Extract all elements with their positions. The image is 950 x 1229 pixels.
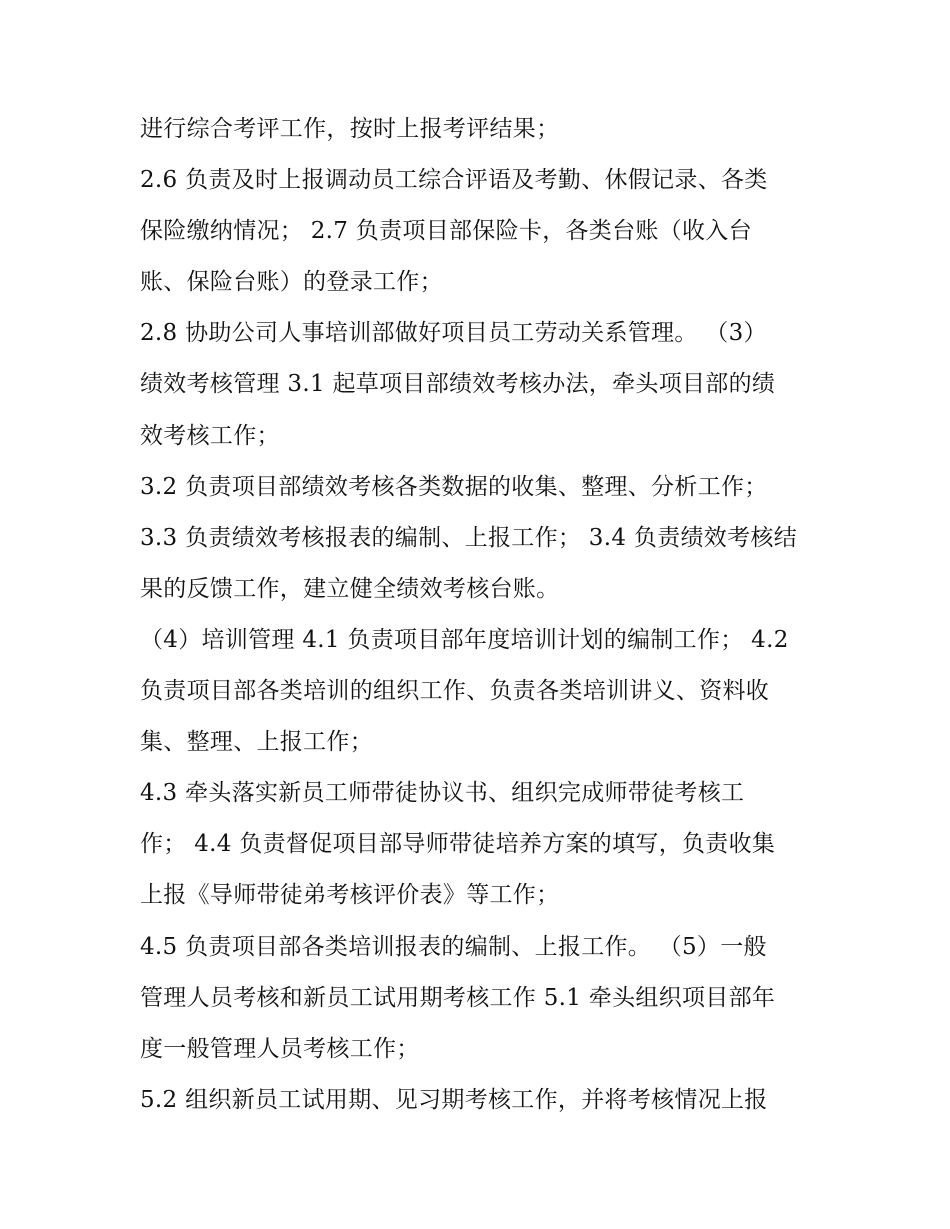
text-line: 作； 4.4 负责督促项目部导师带徒培养方案的填写，负责收集 <box>140 831 776 858</box>
text-line: 3.2 负责项目部绩效考核各类数据的收集、整理、分析工作； <box>140 473 768 500</box>
text-line: 保险缴纳情况； 2.7 负责项目部保险卡，各类台账（收入台 <box>140 218 752 245</box>
text-line: 负责项目部各类培训的组织工作、负责各类培训讲义、资料收 <box>140 678 770 705</box>
text-line: 集、整理、上报工作； <box>140 729 373 756</box>
text-line: 绩效考核管理 3.1 起草项目部绩效考核办法，牵头项目部的绩 <box>140 371 776 398</box>
text-line: 2.6 负责及时上报调动员工综合评语及考勤、休假记录、各类 <box>140 167 768 194</box>
text-line: （4）培训管理 4.1 负责项目部年度培训计划的编制工作； 4.2 <box>140 626 789 653</box>
text-line: 管理人员考核和新员工试用期考核工作 5.1 牵头组织项目部年 <box>140 984 776 1011</box>
text-line: 账、保险台账）的登录工作； <box>140 269 443 296</box>
text-line: 2.8 协助公司人事培训部做好项目员工劳动关系管理。 （3） <box>140 320 767 347</box>
text-line: 效考核工作； <box>140 422 280 449</box>
text-line: 3.3 负责绩效考核报表的编制、上报工作； 3.4 负责绩效考核结 <box>140 524 797 551</box>
text-line: 4.5 负责项目部各类培训报表的编制、上报工作。 （5）一般 <box>140 933 767 960</box>
text-line: 上报《导师带徒弟考核评价表》等工作； <box>140 882 560 909</box>
text-line: 5.2 组织新员工试用期、见习期考核工作，并将考核情况上报 <box>140 1086 768 1113</box>
text-line: 果的反馈工作，建立健全绩效考核台账。 <box>140 575 560 602</box>
text-line: 进行综合考评工作，按时上报考评结果； <box>140 116 560 142</box>
body-text <box>140 104 830 1126</box>
text-line: 度一般管理人员考核工作； <box>140 1035 420 1062</box>
text-line: 4.3 牵头落实新员工师带徒协议书、组织完成师带徒考核工 <box>140 780 745 807</box>
